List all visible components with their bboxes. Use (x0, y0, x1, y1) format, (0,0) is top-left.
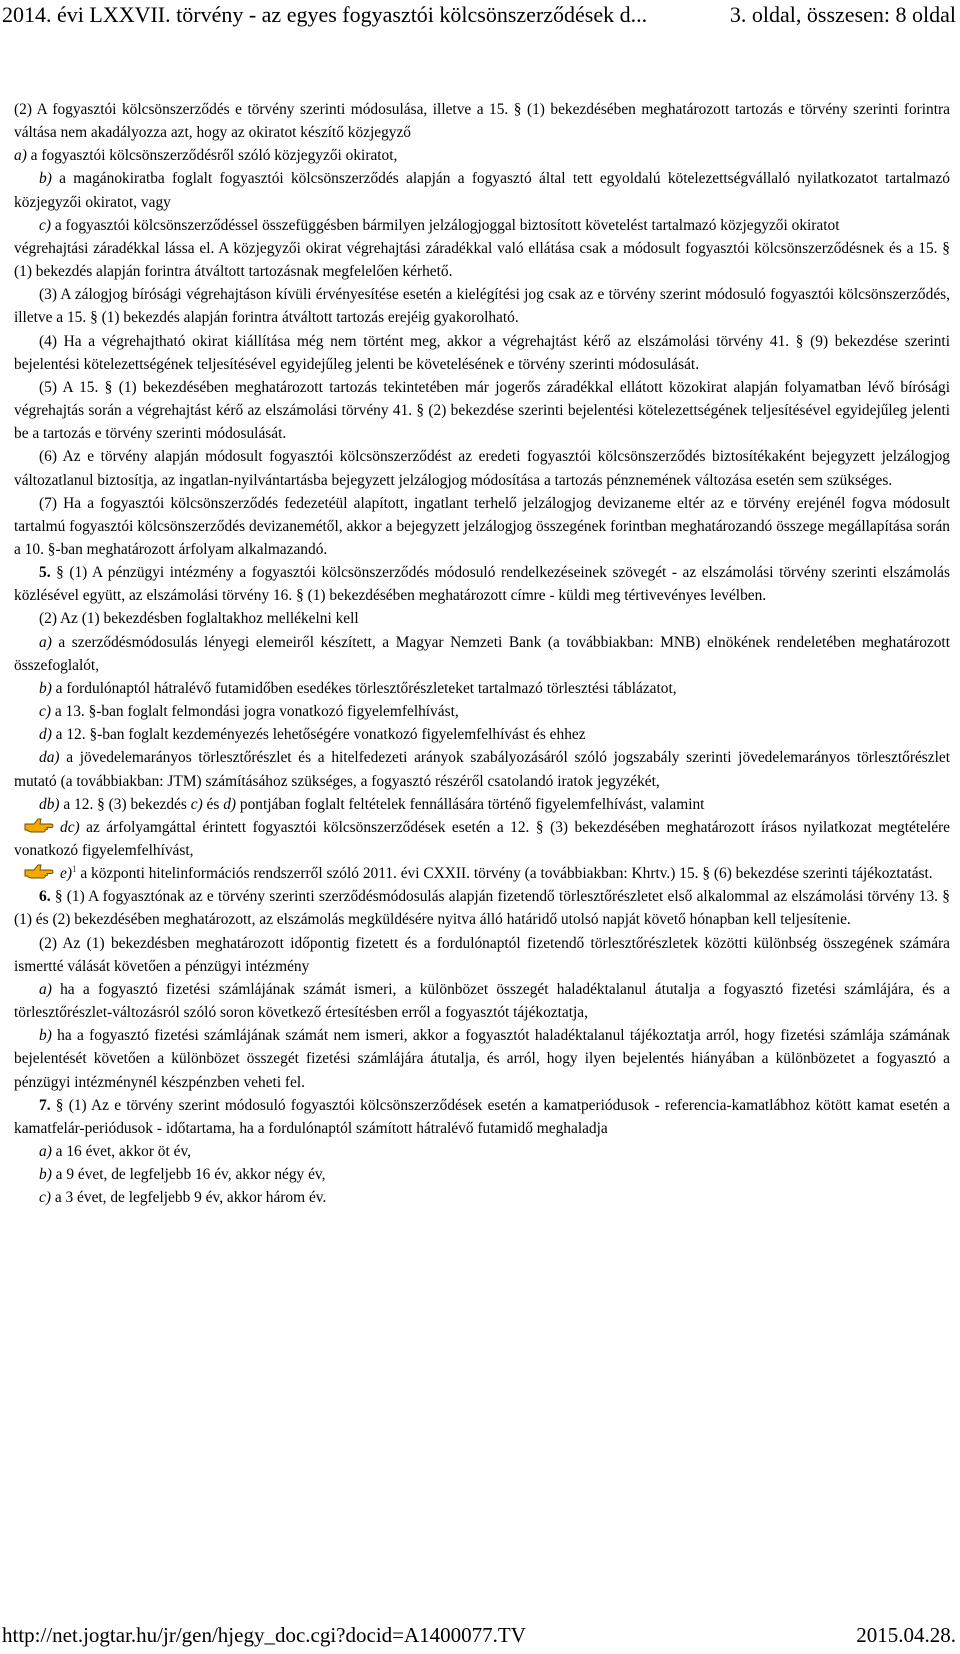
list-item: e)$^1$ a központi hitelinformációs rendszerről szóló 2011. évi CXXII. törvény (a továbbiakban: Khrtv.) 15. § (6) bekezdése szerinti tájékoztatást. (14, 862, 950, 885)
document-body (14, 98, 950, 1210)
page-footer (0, 1620, 960, 1654)
paragraph: (5) A 15. § (1) bekezdésében meghatározott tartozás tekintetében már jogerős záradékkal ellátott közokirat alapján folyamatban lévő bírósági végrehajtás során a végrehajtást kérő az elszámolási törvény 41. § (2) bekezdése szerinti bejelentési kötelezettségének teljesítésével egyidejűleg jelenti be a tartozás e törvény szerinti módosulását. (14, 378, 950, 443)
list-item: d) a 12. §-ban foglalt kezdeményezés lehetőségére vonatkozó figyelemfelhívást és ehhez (39, 726, 586, 744)
pointing-hand-icon[interactable] (24, 816, 54, 834)
source-url[interactable]: http://net.jogtar.hu/jr/gen/hjegy_doc.cgi?docid=A1400077.TV (2, 1623, 526, 1647)
page-header (0, 0, 960, 34)
paragraph: (2) Az (1) bekezdésben foglaltakhoz mellékelni kell (39, 610, 359, 628)
paragraph: végrehajtási záradékkal lássa el. A közjegyzői okirat végrehajtási záradékkal való ellátása csak a módosult fogyasztói kölcsönszerződésnek és a 15. § (1) bekezdés alapján forintra átváltott tartozásnak megfelelően kérhető. (14, 239, 950, 281)
list-item: b) a magánokiratba foglalt fogyasztói kölcsönszerződés alapján a fogyasztó által tett egyoldalú kötelezettségvállaló nyilatkozatot tartalmazó közjegyzői okiratot, vagy (14, 170, 950, 211)
list-item: da) a jövedelemarányos törlesztőrészlet és a hitelfedezeti arányok szabályozásáról szóló jogszabály szerinti jövedelemarányos törlesztőrészlet mutató (a továbbiakban: JTM) számításához szükséges, a fogyasztó részéről csatolandó iratok jegyzékét, (14, 749, 950, 790)
list-item: a) a fogyasztói kölcsönszerződésről szóló közjegyzői okiratot, (14, 147, 398, 165)
section-number: 6. (39, 888, 51, 906)
print-date: 2015.04.28. (856, 1623, 956, 1647)
paragraph: (7) Ha a fogyasztói kölcsönszerződés fedezetéül alapított, ingatlant terhelő jelzálogjog devizaneme eltér az e törvény erejénél fogva módosult tartalmú fogyasztói kölcsönszerződés devizanemétől, akkor a bejegyzett jelzálogjog összegének forintban meghatározandó összege megállapítása során a 10. §-ban meghatározott árfolyam alkalmazandó. (14, 494, 950, 558)
list-item: b) a 9 évet, de legfeljebb 16 év, akkor négy év, (39, 1166, 326, 1184)
list-item: c) a fogyasztói kölcsönszerződéssel összefüggésben bármilyen jelzálogjoggal biztosított követelést tartalmazó közjegyzői okiratot (39, 216, 840, 234)
page-counter: 3. oldal, összesen: 8 oldal (729, 2, 956, 27)
list-item: c) a 3 évet, de legfeljebb 9 év, akkor három év. (39, 1189, 327, 1207)
section-7: 7. § (1) Az e törvény szerint módosuló fogyasztói kölcsönszerződések esetén a kamatperiódusok - referencia-kamatlábhoz kötött kamat esetén a kamatfelár-periódusok - időtartama, ha a fordulónaptól számított hátralévő futamidő meghaladja (14, 1096, 950, 1137)
list-item: b) ha a fogyasztó fizetési számlájának számát nem ismeri, akkor a fogyasztót haladéktalanul tájékoztatja arról, hogy fizetési számlája számának bejelentését követően a különbözet összegét fizetési számlájára átutalja, és arról, hogy ilyen bejelentés hiányában a különbözetet a fogyasztó a pénzügyi intézménynél készpénzben veheti fel. (14, 1027, 950, 1091)
paragraph: (6) Az e törvény alapján módosult fogyasztói kölcsönszerződést az eredeti fogyasztói kölcsönszerződés biztosítékaként bejegyzett jelzálogjog változatlanul biztosítja, az ingatlan-nyilvántartásba bejegyzett jelzálogjog módosítása a tartozás pénznemének változása esetén sem szükséges. (14, 448, 950, 489)
paragraph: (2) Az (1) bekezdésben meghatározott időpontig fizetett és a fordulónaptól fizetendő törlesztőrészletek közötti különbség összegének számára ismertté válását követően a pénzügyi intézmény (14, 934, 950, 975)
section-number: 5. (39, 564, 51, 582)
pointing-hand-icon[interactable] (24, 862, 54, 880)
paragraph: (3) A zálogjog bírósági végrehajtáson kívüli érvényesítése esetén a kielégítési jog csak az e törvény szerint módosuló fogyasztói kölcsönszerződés, illetve a 15. § (1) bekezdés alapján forintra átváltott tartozás erejéig gyakorolható. (14, 286, 950, 327)
footnote-link[interactable]: 1 (71, 864, 77, 875)
list-item: b) a fordulónaptól hátralévő futamidőben esedékes törlesztőrészleteket tartalmazó törlesztési táblázatot, (39, 679, 677, 697)
section-6: 6. § (1) A fogyasztónak az e törvény szerinti szerződésmódosulás alapján fizetendő törlesztőrészletet első alkalommal az elszámolási törvény 13. § (1) és (2) bekezdésében meghatározott, az elszámolás megküldésére nyitva álló határidő utolsó napját követő hónapban kell teljesítenie. (14, 888, 950, 929)
paragraph: (2) A fogyasztói kölcsönszerződés e törvény szerinti módosulása, illetve a 15. § (1) bekezdésében meghatározott tartozás e törvény szerinti forintra váltása nem akadályozza azt, hogy az okiratot készítő közjegyző (14, 101, 950, 142)
section-5: 5. § (1) A pénzügyi intézmény a fogyasztói kölcsönszerződés módosuló rendelkezéseinek szövegét - az elszámolási törvény szerinti elszámolás közlésével együtt, az elszámolási törvény 16. § (1) bekezdésében meghatározott címre - küldi meg tértivevényes levélben. (14, 564, 950, 605)
document-title: 2014. évi LXXVII. törvény - az egyes fogyasztói kölcsönszerződések d... (2, 2, 648, 27)
list-item: dc) az árfolyamgáttal érintett fogyasztói kölcsönszerződések esetén a 12. § (3) bekezdésében meghatározott írásos nyilatkozat megtételére vonatkozó figyelemfelhívást, (14, 816, 950, 862)
list-item: a) ha a fogyasztó fizetési számlájának számát ismeri, a különbözet összegét haladéktalanul átutalja a fogyasztó fizetési számlájára, és a törlesztőrészlet-változásról szóló soron következő értesítésben erről a fogyasztót tájékoztatja, (14, 980, 950, 1022)
section-number: 7. (39, 1096, 51, 1114)
paragraph: (4) Ha a végrehajtható okirat kiállítása még nem történt meg, akkor a végrehajtást kérő az elszámolási törvény 41. § (9) bekezdése szerinti bejelentési kötelezettségének teljesítésével egyidejűleg jelenti be követelésének e törvény szerinti módosulását. (14, 332, 950, 373)
list-item: c) a 13. §-ban foglalt felmondási jogra vonatkozó figyelemfelhívást, (39, 703, 459, 721)
list-item: a) a 16 évet, akkor öt év, (39, 1143, 192, 1161)
list-item: db) a 12. § (3) bekezdés c) és d) pontjában foglalt feltételek fennállására történő figyelemfelhívást, valamint (39, 795, 705, 813)
list-item: a) a szerződésmódosulás lényegi elemeiről készített, a Magyar Nemzeti Bank (a továbbiakban: MNB) elnökének rendeletében meghatározott összefoglalót, (14, 633, 950, 674)
